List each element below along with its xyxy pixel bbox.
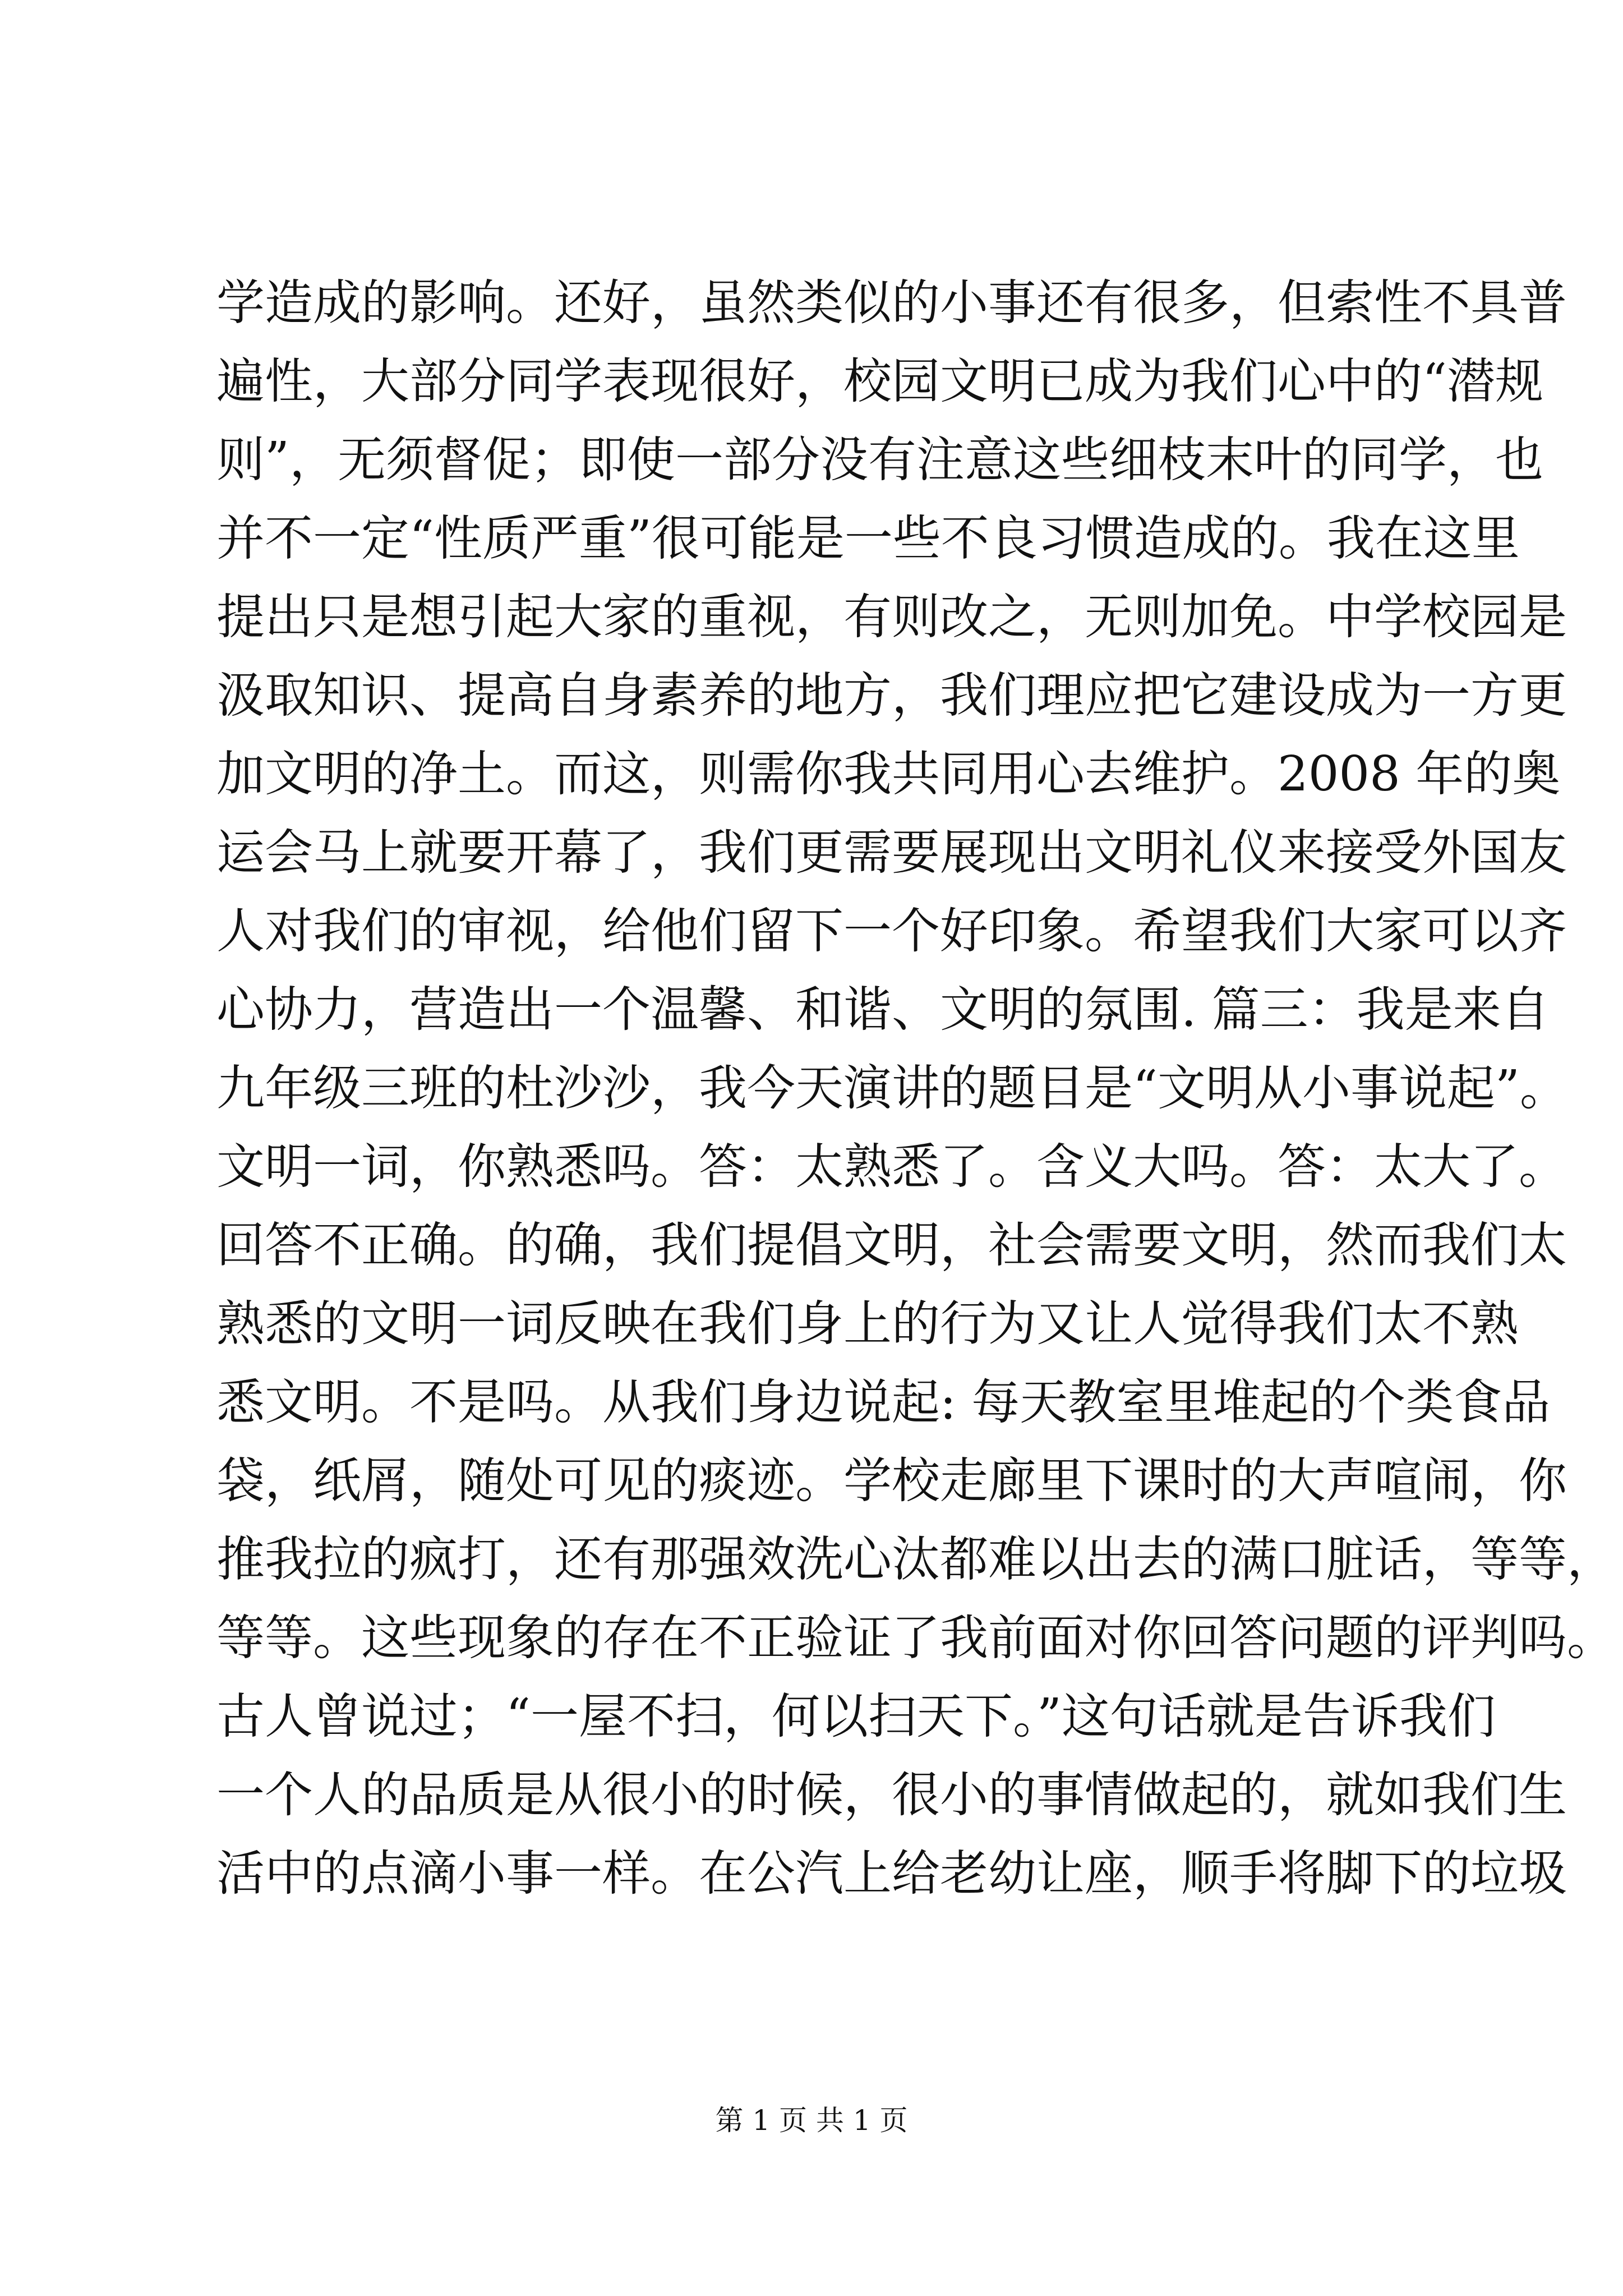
page-footer [0,2101,1623,2140]
text-line: 遍性，大部分同学表现很好，校园文明已成为我们心中的“潜规 [216,353,1543,409]
text-line: 一个人的品质是从很小的时候，很小的事情做起的，就如我们生 [216,1767,1567,1823]
text-line: 熟悉的文明一词反映在我们身上的行为又让人觉得我们太不熟 [216,1296,1519,1352]
text-line: 推我拉的疯打，还有那强效洗心汰都难以出去的满口脏话，等等， [216,1531,1615,1588]
text-line: 学造成的影响。还好，虽然类似的小事还有很多，但索性不具普 [216,275,1567,331]
text-line: 回答不正确。的确，我们提倡文明，社会需要文明，然而我们太 [216,1217,1567,1273]
text-line: 活中的点滴小事一样。在公汽上给老幼让座，顺手将脚下的垃圾 [216,1846,1567,1902]
text-line: 提出只是想引起大家的重视，有则改之，无则加免。中学校园是 [216,589,1567,645]
body-text [216,264,1615,1913]
text-line: 古人曾说过；“一屋不扫，何以扫天下。”这句话就是告诉我们 [216,1688,1496,1745]
text-line: 加文明的净土。而这，则需你我共同用心去维护。2008 年的奥 [216,746,1561,802]
text-line: 文明一词，你熟悉吗。答：太熟悉了。含义大吗。答：太大了。 [216,1139,1567,1195]
text-line: 人对我们的审视，给他们留下一个好印象。希望我们大家可以齐 [216,903,1567,959]
text-line: 等等。这些现象的存在不正验证了我前面对你回答问题的评判吗。 [216,1610,1615,1666]
text-line: 汲取知识、提高自身素养的地方，我们理应把它建设成为一方更 [216,668,1567,724]
text-line: 九年级三班的杜沙沙，我今天演讲的题目是“文明从小事说起”。 [216,1060,1568,1116]
text-line: 则”，无须督促；即使一部分没有注意这些细枝末叶的同学，也 [216,432,1543,488]
text-line: 运会马上就要开幕了，我们更需要展现出文明礼仪来接受外国友 [216,825,1567,881]
text-line: 并不一定“性质严重”很可能是一些不良习惯造成的。我在这里 [216,510,1520,567]
text-line: 袋，纸屑，随处可见的痰迹。学校走廊里下课时的大声喧闹，你 [216,1453,1567,1509]
text-line: 悉文明。不是吗。从我们身边说起: 每天教室里堆起的个类食品 [216,1374,1551,1430]
page-number-label: 第 1 页 共 1 页 [715,2104,908,2137]
text-line: 心协力，营造出一个温馨、和谐、文明的氛围. 篇三：我是来自 [216,982,1550,1038]
